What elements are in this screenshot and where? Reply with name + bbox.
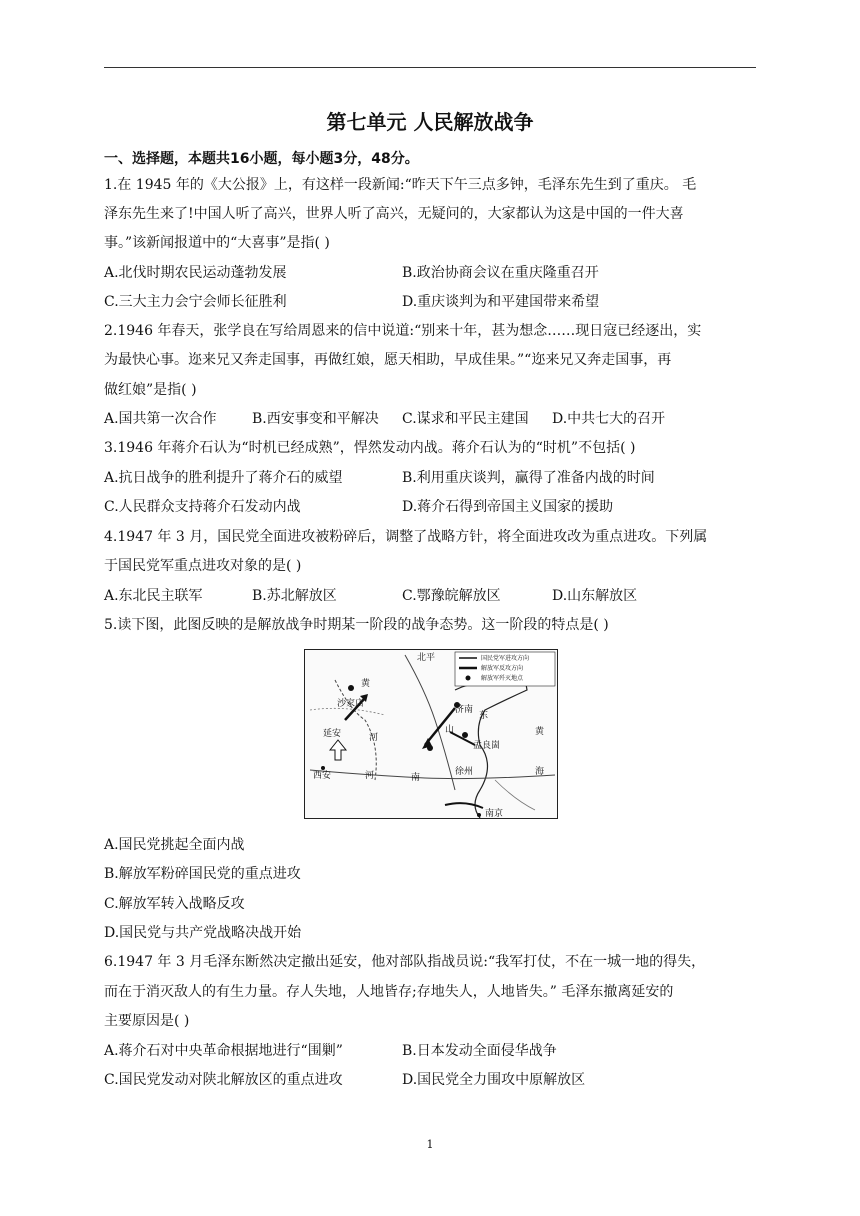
question-5-option-a: A.国民党挑起全面内战 [104,837,245,853]
question-3-option-d: D.蒋介石得到帝国主义国家的援助 [402,499,614,515]
question-2-line-1: 2.1946 年春天，张学良在写给周恩来的信中说道:“别来十年，甚为想念……现日寇已经逐出，实 [104,323,702,339]
question-3-option-a: A.抗日战争的胜利提升了蒋介石的威望 [104,470,343,486]
question-1-line-2: 泽东先生来了!中国人听了高兴，世界人听了高兴，无疑问的，大家都认为这是中国的一件大喜 [104,206,684,222]
legend-label-pla-annihilation: 解放军歼灭地点 [481,675,524,682]
question-6-option-b: B.日本发动全面侵华战争 [402,1043,557,1059]
question-6-line-2: 而在于消灭敌人的有生力量。存人失地，人地皆存;存地失人，人地皆失。” 毛泽东撤离延安的 [104,984,674,1000]
question-5-option-c: C.解放军转入战略反攻 [104,896,245,912]
question-2-option-d: D.中共七大的召开 [552,411,666,427]
legend-label-kmt-attack: 国民党军进攻方向 [481,655,530,662]
question-1-line-1: 1.在 1945 年的《大公报》上，有这样一段新闻:“昨天下午三点多钟，毛泽东先生到了重庆。 毛 [104,177,697,193]
question-1-line-3: 事。”该新闻报道中的“大喜事”是指( ) [104,235,330,251]
question-2-option-b: B.西安事变和平解决 [252,411,379,427]
map-label-hai: 海 [535,767,545,777]
question-6-option-a: A.蒋介石对中央革命根据地进行“围剿” [104,1043,343,1059]
question-6-line-3: 主要原因是( ) [104,1013,190,1029]
question-6-line-1: 6.1947 年 3 月毛泽东断然决定撤出延安，他对部队指战员说:“我军打仗，不在一城一地的得失， [104,954,706,970]
question-2-line-2: 为最快心事。迩来兄又奔走国事，再做红娘，愿天相助，早成佳果。”“迩来兄又奔走国事，再 [104,352,672,368]
question-4-option-b: B.苏北解放区 [252,588,337,604]
question-2-option-a: A.国共第一次合作 [104,411,217,427]
map-label-he-2: 河 [365,771,375,781]
map-label-jinan: 济南 [455,705,474,715]
question-1-option-d: D.重庆谈判为和平建国带来希望 [402,294,600,310]
question-4-option-c: C.鄂豫皖解放区 [402,588,501,604]
map-label-beiping: 北平 [417,653,436,663]
section-heading: 一、选择题，本题共16小题，每小题3分，48分。 [104,151,419,167]
question-4-line-1: 4.1947 年 3 月，国民党全面进攻被粉碎后，调整了战略方针，将全面进攻改为重点进攻。下列属 [104,529,708,545]
question-4-option-d: D.山东解放区 [552,588,638,604]
question-3-line-1: 3.1946 年蒋介石认为“时机已经成熟”，悍然发动内战。蒋介石认为的“时机”不包括( ) [104,440,636,456]
page-title: 第七单元 人民解放战争 [326,110,534,134]
question-5-option-d: D.国民党与共产党战略决战开始 [104,925,302,941]
map-label-nanjing: 南京 [485,809,504,818]
legend-label-pla-counterattack: 解放军反攻方向 [481,665,524,672]
map-label-shajiadian: 沙家店 [337,699,365,709]
map-label-huang-1: 黄 [361,679,371,689]
map-label-nan: 南 [411,773,421,783]
question-1-option-b: B.政治协商会议在重庆隆重召开 [402,265,599,281]
map-label-menglianggu: 孟良崮 [473,741,501,751]
map-label-dong: 东 [479,711,489,721]
map-label-yanan: 延安 [323,729,342,739]
map-label-he-1: 河 [369,733,379,743]
question-3-option-c: C.人民群众支持蒋介石发动内战 [104,499,301,515]
question-6-option-d: D.国民党全力围攻中原解放区 [402,1072,586,1088]
war-situation-map [304,649,558,819]
map-label-huang-2: 黄 [535,727,545,737]
map-label-xian: 西安 [313,771,332,781]
question-1-option-c: C.三大主力会宁会师长征胜利 [104,294,287,310]
question-4-line-2: 于国民党军重点进攻对象的是( ) [104,558,302,574]
question-5-option-b: B.解放军粉碎国民党的重点进攻 [104,866,301,882]
question-6-option-c: C.国民党发动对陕北解放区的重点进攻 [104,1072,343,1088]
question-5-line-1: 5.读下图，此图反映的是解放战争时期某一阶段的战争态势。这一阶段的特点是( ) [104,617,609,633]
question-4-option-a: A.东北民主联军 [104,588,203,604]
header-rule [104,67,756,68]
question-1-option-a: A.北伐时期农民运动蓬勃发展 [104,265,287,281]
map-label-shan: 山 [445,725,455,735]
question-2-line-3: 做红娘”是指( ) [104,382,197,398]
question-2-option-c: C.谋求和平民主建国 [402,411,529,427]
map-label-xuzhou: 徐州 [455,767,474,777]
page-number: 1 [426,1138,434,1151]
question-3-option-b: B.利用重庆谈判，赢得了准备内战的时间 [402,470,655,486]
